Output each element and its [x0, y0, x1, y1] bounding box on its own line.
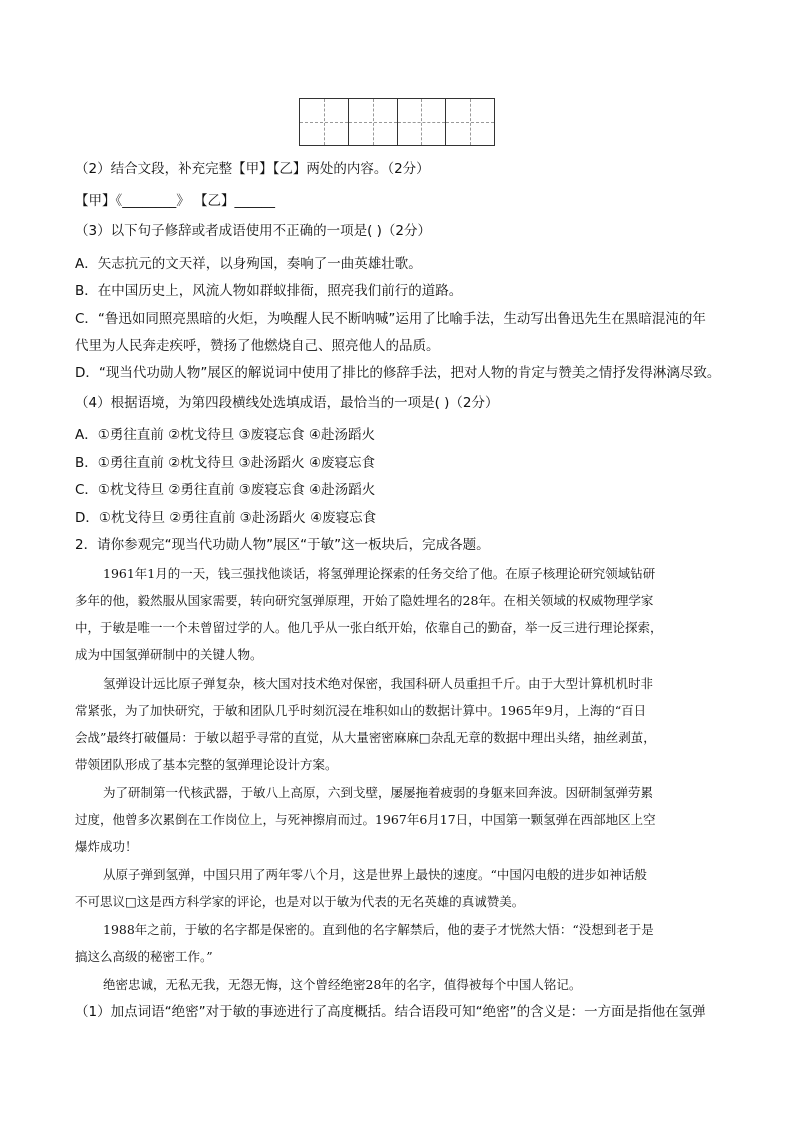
question-1-prompt: （1）加点词语“绝密”对于敏的事迹进行了高度概括。结合语段可知“绝密”的含义是：一方面是指他在氢弹 — [75, 1004, 706, 1020]
option-d: D．“现当代功勋人物”展区的解说词中使用了排比的修辞手法，把对人物的肯定与赞美之情抒发得淋漓尽致。 — [75, 365, 721, 381]
passage-line: 不可思议□这是西方科学家的评论，也是对以于敏为代表的无名英雄的真诚赞美。 — [75, 894, 525, 909]
passage-line: 常紧张，为了加快研究，于敏和团队几乎时刻沉浸在堆积如山的数据计算中。1965年9月，上海的“百日 — [75, 703, 647, 718]
option-a: A．矢志抗元的文天祥，以身殉国，奏响了一曲英雄壮歌。 — [75, 256, 422, 272]
option-c: C．①枕戈待旦 ②勇往直前 ③废寝忘食 ④赴汤蹈火 — [75, 482, 376, 498]
question-2-prompt: （2）结合文段，补充完整【甲】【乙】两处的内容。（2分） — [75, 161, 430, 177]
passage-line: 多年的他，毅然服从国家需要，转向研究氢弹原理，开始了隐姓埋名的28年。在相关领域的权威物理学家 — [75, 593, 654, 608]
question-4-prompt: （4）根据语境，为第四段横线处选填成语，最恰当的一项是( )（2分） — [75, 395, 499, 411]
passage-line: 中，于敏是唯一一个未曾留过学的人。他几乎从一张白纸开始，依靠自己的勤奋，举一反三进行理论探索， — [75, 620, 663, 635]
option-d: D．①枕戈待旦 ②勇往直前 ③赴汤蹈火 ④废寝忘食 — [75, 510, 377, 526]
option-c: C．“鲁迅如同照亮黑暗的火炬，为唤醒人民不断呐喊”运用了比喻手法，生动写出鲁迅先生在黑暗混沌的年 — [75, 311, 706, 327]
passage-line: 1988年之前，于敏的名字都是保密的。直到他的名字解禁后，他的妻子才恍然大悟：“没想到老于是 — [103, 922, 654, 937]
passage-line: 搞这么高级的秘密工作。” — [75, 949, 213, 964]
option-b: B．在中国历史上，风流人物如群蚁排衙，照亮我们前行的道路。 — [75, 283, 463, 299]
writing-grid — [299, 98, 495, 146]
option-c-continued: 代里为人民奔走疾呼，赞扬了他燃烧自己、照亮他人的品质。 — [75, 338, 440, 354]
option-a: A．①勇往直前 ②枕戈待旦 ③废寝忘食 ④赴汤蹈火 — [75, 427, 376, 443]
grid-cell[interactable] — [398, 99, 447, 145]
grid-cell[interactable] — [446, 99, 494, 145]
passage-line: 爆炸成功！ — [75, 839, 138, 854]
option-b: B．①勇往直前 ②枕戈待旦 ③赴汤蹈火 ④废寝忘食 — [75, 455, 376, 471]
grid-cell[interactable] — [349, 99, 398, 145]
passage-line: 1961年1月的一天，钱三强找他谈话，将氢弹理论探索的任务交给了他。在原子核理论研究领域钻研 — [103, 566, 656, 581]
passage-line: 从原子弹到氢弹，中国只用了两年零八个月，这是世界上最快的速度。“中国闪电般的进步如神话般 — [103, 867, 647, 882]
question-2-blanks[interactable]: 【甲】《________》 【乙】______ — [75, 193, 276, 209]
question-3-prompt: （3）以下句子修辞或者成语使用不正确的一项是( )（2分） — [75, 223, 432, 239]
passage-line: 会战”最终打破僵局：于敏以超乎寻常的直觉，从大量密密麻麻□杂乱无章的数据中理出头绪，抽丝剥茧， — [75, 730, 656, 745]
item-2-title: 2．请你参观完“现当代功勋人物”展区“于敏”这一板块后，完成各题。 — [75, 537, 490, 553]
passage-line: 为了研制第一代核武器，于敏八上高原，六到戈壁，屡屡拖着疲弱的身躯来回奔波。因研制氢弹劳累 — [103, 785, 654, 800]
passage-line: 带领团队形成了基本完整的氢弹理论设计方案。 — [75, 757, 338, 772]
passage-line: 氢弹设计远比原子弹复杂，核大国对技术绝对保密，我国科研人员重担千斤。由于大型计算机机时非 — [103, 676, 654, 691]
passage-line: 成为中国氢弹研制中的关键人物。 — [75, 647, 263, 662]
passage-line: 过度，他曾多次累倒在工作岗位上，与死神擦肩而过。1967年6月17日，中国第一颗氢弹在西部地区上空 — [75, 812, 656, 827]
passage-line-key-word: 绝密忠诚，无私无我，无怨无悔，这个曾经绝密28年的名字，值得被每个中国人铭记。 — [103, 977, 582, 992]
grid-cell[interactable] — [300, 99, 349, 145]
